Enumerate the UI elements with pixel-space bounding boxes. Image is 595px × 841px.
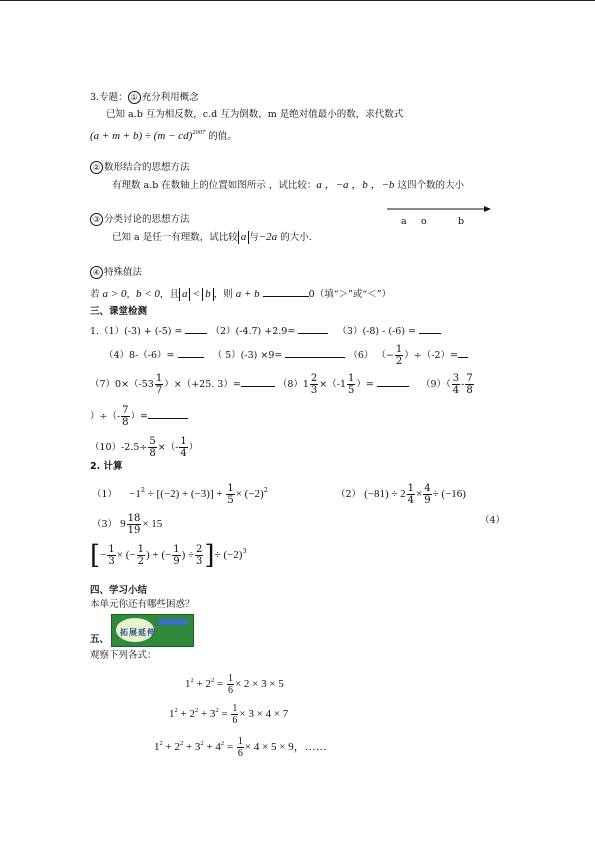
product: × 4 × 5 × 9，…… bbox=[244, 741, 327, 754]
section-4-title: 四、学习小结 bbox=[90, 585, 148, 596]
answer-blank[interactable] bbox=[241, 377, 275, 387]
numerator: 4 bbox=[424, 483, 431, 494]
denominator: 5 bbox=[227, 495, 234, 506]
fraction bbox=[179, 436, 187, 459]
q9-minus: - bbox=[461, 379, 465, 390]
answer-blank[interactable] bbox=[285, 348, 345, 358]
item-number: （1） bbox=[92, 489, 118, 500]
observe-text: 观察下列各式： bbox=[90, 650, 157, 661]
calc-item-4 bbox=[90, 540, 247, 571]
q10-text: （10）-2.5÷ bbox=[90, 442, 148, 453]
numerator: 18 bbox=[127, 513, 141, 524]
denominator: 7 bbox=[155, 385, 163, 396]
calc1-c: × (−2) bbox=[235, 488, 264, 500]
exponent: 2 bbox=[220, 740, 225, 748]
answer-blank[interactable] bbox=[185, 324, 207, 334]
q9-cont: ）÷（- bbox=[90, 411, 121, 422]
q8-text: （8）1 bbox=[277, 379, 309, 390]
exponent: 2 bbox=[200, 740, 204, 748]
topic-2-values: a ，−a ，b ，−b bbox=[316, 179, 395, 191]
axis-label-o: o bbox=[421, 216, 427, 227]
numerator: 5 bbox=[149, 436, 156, 447]
numerator: 1 bbox=[227, 673, 233, 684]
term: + 2 bbox=[193, 678, 211, 691]
expression-tail: 的值。 bbox=[205, 131, 237, 142]
formula-2 bbox=[169, 703, 288, 726]
calc1-a: −1 bbox=[129, 488, 141, 500]
expression-base: (a + m + b) ÷ (m − cd) bbox=[90, 130, 193, 142]
t4-comma: ， bbox=[126, 289, 136, 300]
formula-1 bbox=[185, 673, 284, 696]
fraction bbox=[195, 544, 203, 567]
condition-a: a > 0 bbox=[102, 288, 127, 300]
numerator: 1 bbox=[232, 703, 238, 714]
circled-number-1: ① bbox=[128, 91, 141, 104]
exponent: 2 bbox=[179, 740, 184, 748]
section-4-text: 本单元你还有哪些困惑？ bbox=[90, 599, 195, 610]
topic-4-text bbox=[90, 287, 391, 301]
circled-number-4: ④ bbox=[90, 266, 103, 279]
numerator: 2 bbox=[310, 373, 318, 384]
exponent: 3 bbox=[242, 547, 247, 555]
circled-number-2: ② bbox=[90, 161, 103, 174]
equals: = bbox=[218, 708, 231, 721]
q8-mid: ×（-1 bbox=[319, 379, 347, 390]
denominator: 2 bbox=[395, 356, 403, 367]
abs-a: a bbox=[179, 288, 191, 301]
answer-blank[interactable] bbox=[377, 377, 409, 387]
term: + 3 bbox=[183, 741, 201, 754]
q2-text: （2）(-4.7) +2.9= bbox=[210, 326, 296, 337]
term: + 2 bbox=[177, 708, 195, 721]
exponent: 2 bbox=[263, 486, 268, 494]
topic-4-title: 特殊值法 bbox=[104, 267, 143, 278]
denominator: 3 bbox=[310, 385, 318, 396]
denominator: 8 bbox=[122, 417, 129, 428]
fraction bbox=[226, 483, 234, 506]
q10-tail: ） bbox=[188, 442, 199, 453]
denominator: 5 bbox=[348, 385, 355, 396]
fraction bbox=[237, 736, 244, 759]
q1-text: 1.（1）(-3) + (-5) = bbox=[90, 326, 183, 337]
fraction bbox=[137, 544, 145, 567]
topic-3-text bbox=[112, 231, 312, 244]
calc3-a: 9 bbox=[120, 518, 126, 530]
q6-tail: ）÷（-2）= bbox=[404, 350, 458, 361]
q4-text: （4）8-（-6）= bbox=[104, 350, 175, 361]
denominator: 8 bbox=[149, 448, 156, 459]
q7-text: （7）0×（-53 bbox=[90, 379, 154, 390]
fraction bbox=[121, 405, 129, 428]
right-bracket: ] bbox=[204, 540, 215, 571]
topic-1-expression bbox=[90, 127, 237, 143]
calc4-e: ) ÷ bbox=[181, 549, 195, 561]
page-top-rule bbox=[0, 0, 595, 1]
calc-item-2 bbox=[336, 483, 466, 506]
denominator: 4 bbox=[180, 448, 187, 459]
q8-tail: ）= bbox=[356, 379, 374, 390]
exponent: 2 bbox=[215, 707, 219, 715]
t4-ruo: 若 bbox=[90, 289, 103, 300]
topic-2-title: 数形结合的思想方法 bbox=[104, 162, 190, 173]
calc2-c: ÷ (−16) bbox=[432, 488, 466, 500]
numerator: 1 bbox=[237, 736, 243, 747]
denominator: 8 bbox=[466, 385, 473, 396]
sum-a-b: a + b bbox=[235, 288, 260, 300]
q7-tail: ）×（+25. 3）= bbox=[164, 379, 241, 390]
q-row-3 bbox=[90, 373, 475, 396]
expression-neg-2a: −2a bbox=[258, 231, 278, 243]
fraction bbox=[148, 436, 156, 459]
axis-label-a: a bbox=[401, 216, 407, 227]
numerator: 1 bbox=[227, 483, 234, 494]
answer-blank[interactable] bbox=[178, 348, 204, 358]
q6-text: （6） （− bbox=[348, 350, 394, 361]
t4-ze: ，则 bbox=[213, 289, 236, 300]
exponent: 2 bbox=[210, 677, 215, 685]
fraction bbox=[395, 344, 403, 367]
fraction bbox=[347, 373, 355, 396]
abs-value-a: a bbox=[238, 231, 250, 244]
numerator: 3 bbox=[452, 373, 460, 384]
calc4-b: × (− bbox=[116, 549, 136, 561]
fraction bbox=[127, 513, 142, 536]
arrow-icon bbox=[484, 206, 491, 212]
numerator: 2 bbox=[196, 544, 203, 555]
denominator: 2 bbox=[137, 556, 144, 567]
topic-3-text-pre: 已知 a 是任一有理数，试比较 bbox=[112, 232, 238, 243]
calc-title: 2. 计算 bbox=[90, 461, 123, 472]
fraction bbox=[465, 373, 473, 396]
q9-tail: ）= bbox=[130, 411, 149, 422]
banner-title: 拓展延伸 bbox=[120, 628, 156, 637]
product: × 3 × 4 × 7 bbox=[239, 708, 289, 721]
calc2-a: (−81) ÷ 2 bbox=[364, 488, 406, 500]
fraction bbox=[172, 544, 180, 567]
denominator: 3 bbox=[108, 556, 115, 567]
less-than: < bbox=[190, 288, 203, 300]
expression-exponent: 2007 bbox=[192, 129, 206, 136]
calc2-b: × bbox=[416, 488, 423, 500]
topic-3-text-tail: 的大小. bbox=[277, 232, 312, 243]
calc4-c: ) + (− bbox=[145, 549, 172, 561]
left-bracket: [ bbox=[90, 540, 101, 571]
q-row-5 bbox=[90, 436, 198, 459]
calc1-b: ÷ [(−2) + (−3)] + bbox=[145, 488, 226, 500]
axis-label-b: b bbox=[458, 216, 465, 227]
q-row-4 bbox=[90, 405, 188, 428]
q9-text: （9）（ bbox=[420, 379, 451, 390]
calc3-b: × 15 bbox=[142, 518, 163, 530]
product: × 2 × 3 × 5 bbox=[234, 678, 284, 691]
banner-stripe bbox=[158, 619, 188, 625]
topic-3-text-mid: 与 bbox=[249, 232, 259, 243]
denominator: 4 bbox=[407, 495, 415, 506]
t4-qie: ，且 bbox=[159, 289, 179, 300]
q-row-2 bbox=[104, 344, 468, 367]
fraction bbox=[155, 373, 163, 396]
topic-2-text bbox=[112, 179, 464, 192]
topic-3-heading bbox=[90, 213, 190, 226]
q10-mid: ×（- bbox=[157, 442, 179, 453]
fraction bbox=[407, 483, 415, 506]
exponent: 2 bbox=[140, 486, 145, 494]
topic-number: 3.专题： bbox=[90, 92, 128, 103]
denominator: 9 bbox=[424, 495, 431, 506]
term: + 4 bbox=[203, 741, 221, 754]
term: 1 bbox=[154, 741, 160, 754]
exponent: 2 bbox=[174, 707, 178, 715]
circled-number-3: ③ bbox=[90, 213, 103, 226]
numerator: 1 bbox=[137, 544, 144, 555]
denominator: 9 bbox=[173, 556, 180, 567]
topic-1-title: 充分利用概念 bbox=[141, 92, 199, 103]
condition-b: b < 0 bbox=[135, 288, 160, 300]
numerator: 1 bbox=[407, 483, 415, 494]
exponent: 2 bbox=[190, 677, 194, 685]
numerator: 1 bbox=[395, 344, 403, 355]
answer-blank[interactable] bbox=[148, 409, 188, 419]
numerator: 7 bbox=[122, 405, 129, 416]
denominator: 3 bbox=[196, 556, 203, 567]
section-5-title: 五、 bbox=[90, 634, 110, 645]
numerator: 1 bbox=[180, 436, 187, 447]
section-3-title: 三、课堂检测 bbox=[90, 306, 148, 317]
answer-blank[interactable] bbox=[263, 287, 309, 297]
term: 1 bbox=[185, 678, 191, 691]
topic-2-text-tail: 这四个数的大小 bbox=[394, 180, 464, 191]
calc-item-3 bbox=[92, 513, 162, 536]
calc4-a: − bbox=[100, 549, 107, 561]
abs-b: b bbox=[202, 288, 214, 301]
equals: = bbox=[224, 741, 236, 754]
topic-2-heading bbox=[90, 161, 190, 174]
topic-3-title: 分类讨论的思想方法 bbox=[104, 214, 190, 225]
formula-3 bbox=[154, 736, 327, 759]
topic-2-text-pre: 有理数 a.b 在数轴上的位置如图所示 ，试比较： bbox=[112, 180, 317, 191]
denominator: 6 bbox=[237, 748, 243, 759]
numerator: 1 bbox=[108, 544, 115, 555]
q5-text: （ 5）(-3) ×9= bbox=[212, 350, 283, 361]
fraction bbox=[107, 544, 115, 567]
denominator: 19 bbox=[127, 525, 141, 536]
calc4-f: ÷ (−2) bbox=[214, 549, 243, 561]
calc-item-1 bbox=[92, 483, 268, 506]
topic-1-text: 已知 a.b 互为相反数，c.d 互为倒数，m 是绝对值最小的数，求代数式 bbox=[106, 109, 404, 120]
item-number: （3） bbox=[92, 519, 118, 530]
item-number: （2） bbox=[336, 489, 362, 500]
term: 1 bbox=[169, 708, 175, 721]
equals: = bbox=[214, 678, 226, 691]
q-row-1 bbox=[90, 324, 441, 338]
exponent: 2 bbox=[194, 707, 199, 715]
numerator: 1 bbox=[348, 373, 355, 384]
extension-banner bbox=[111, 614, 194, 647]
numerator: 1 bbox=[155, 373, 163, 384]
calc-item-4-number: （4） bbox=[480, 515, 506, 526]
fraction bbox=[452, 373, 460, 396]
denominator: 6 bbox=[232, 715, 238, 726]
q3-text: （3）(-8) - (-6) = bbox=[337, 326, 417, 337]
numerator: 1 bbox=[173, 544, 180, 555]
fraction bbox=[231, 703, 238, 726]
term: + 2 bbox=[162, 741, 180, 754]
answer-blank[interactable] bbox=[458, 348, 468, 358]
exponent: 2 bbox=[159, 740, 163, 748]
answer-blank[interactable] bbox=[419, 324, 441, 334]
denominator: 6 bbox=[227, 685, 233, 696]
term: + 3 bbox=[198, 708, 216, 721]
answer-blank[interactable] bbox=[298, 324, 328, 334]
fraction bbox=[227, 673, 234, 696]
topic-4-heading bbox=[90, 266, 142, 279]
numerator: 7 bbox=[466, 373, 473, 384]
fraction bbox=[423, 483, 431, 506]
denominator: 4 bbox=[452, 385, 460, 396]
topic-heading bbox=[90, 91, 199, 104]
t4-fill-hint: 0（填“＞”或“＜”） bbox=[308, 289, 392, 300]
fraction bbox=[310, 373, 318, 396]
